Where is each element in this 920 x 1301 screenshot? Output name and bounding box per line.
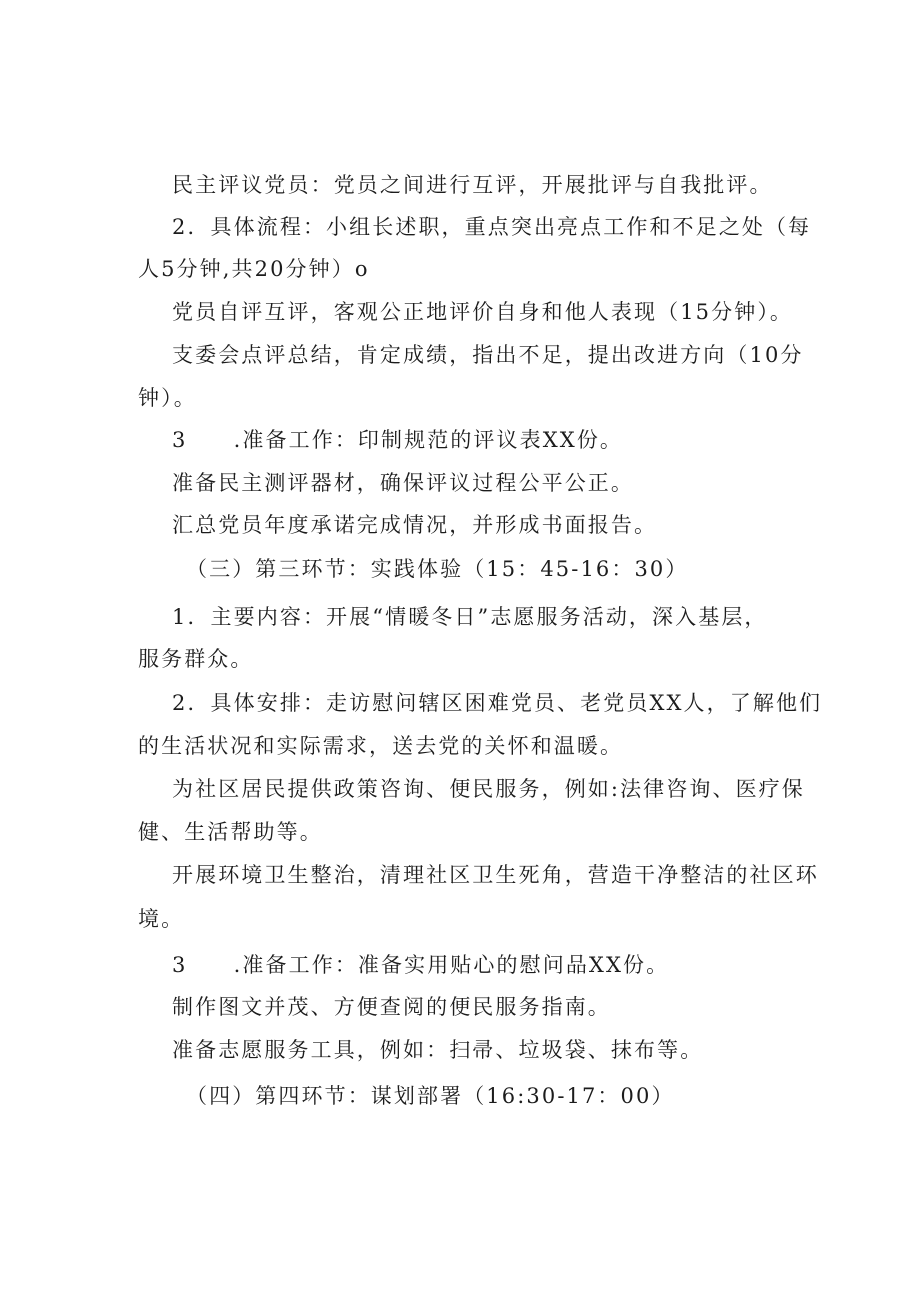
text-line: 人5分钟,共20分钟）o: [138, 257, 370, 281]
text-line: 准备民主测评器材，确保评议过程公平公正。: [172, 471, 634, 495]
text-line: 1．主要内容：开展“情暖冬日”志愿服务活动，深入基层，: [172, 605, 768, 629]
section-heading: （四）第四环节：谋划部署（16:30-17：00）: [186, 1084, 675, 1108]
text-line: 准备志愿服务工具，例如：扫帚、垃圾袋、抹布等。: [172, 1038, 704, 1062]
text-line: 2．具体流程：小组长述职，重点突出亮点工作和不足之处（每: [172, 215, 812, 239]
text-line: 健、生活帮助等。: [138, 820, 323, 844]
text-line: 汇总党员年度承诺完成情况，并形成书面报告。: [172, 513, 658, 537]
text-line: 为社区居民提供政策咨询、便民服务，例如:法律咨询、医疗保: [172, 777, 805, 801]
text-line: 境。: [138, 907, 185, 931]
text-line: 3 .准备工作：印制规范的评议表XX份。: [172, 428, 624, 452]
text-line: 支委会点评总结，肯定成绩，指出不足，提出改进方向（10分: [172, 343, 804, 367]
text-line: 2．具体安排：走访慰问辖区困难党员、老党员XX人，了解他们: [172, 691, 823, 715]
text-line: 民主评议党员：党员之间进行互评，开展批评与自我批评。: [172, 173, 773, 197]
text-line: 的生活状况和实际需求，送去党的关怀和温暖。: [138, 734, 624, 758]
section-heading: （三）第三环节：实践体验（15：45-16：30）: [186, 557, 689, 581]
text-line: 制作图文并茂、方便查阅的便民服务指南。: [172, 995, 611, 1019]
text-line: 开展环境卫生整治，清理社区卫生死角，营造干净整洁的社区环: [172, 863, 819, 887]
text-line: 服务群众。: [138, 647, 254, 671]
text-line: 钟）。: [138, 386, 197, 410]
text-line: 党员自评互评，客观公正地评价自身和他人表现（15分钟）。: [172, 300, 794, 324]
text-line: 3 .准备工作：准备实用贴心的慰问品XX份。: [172, 953, 670, 977]
